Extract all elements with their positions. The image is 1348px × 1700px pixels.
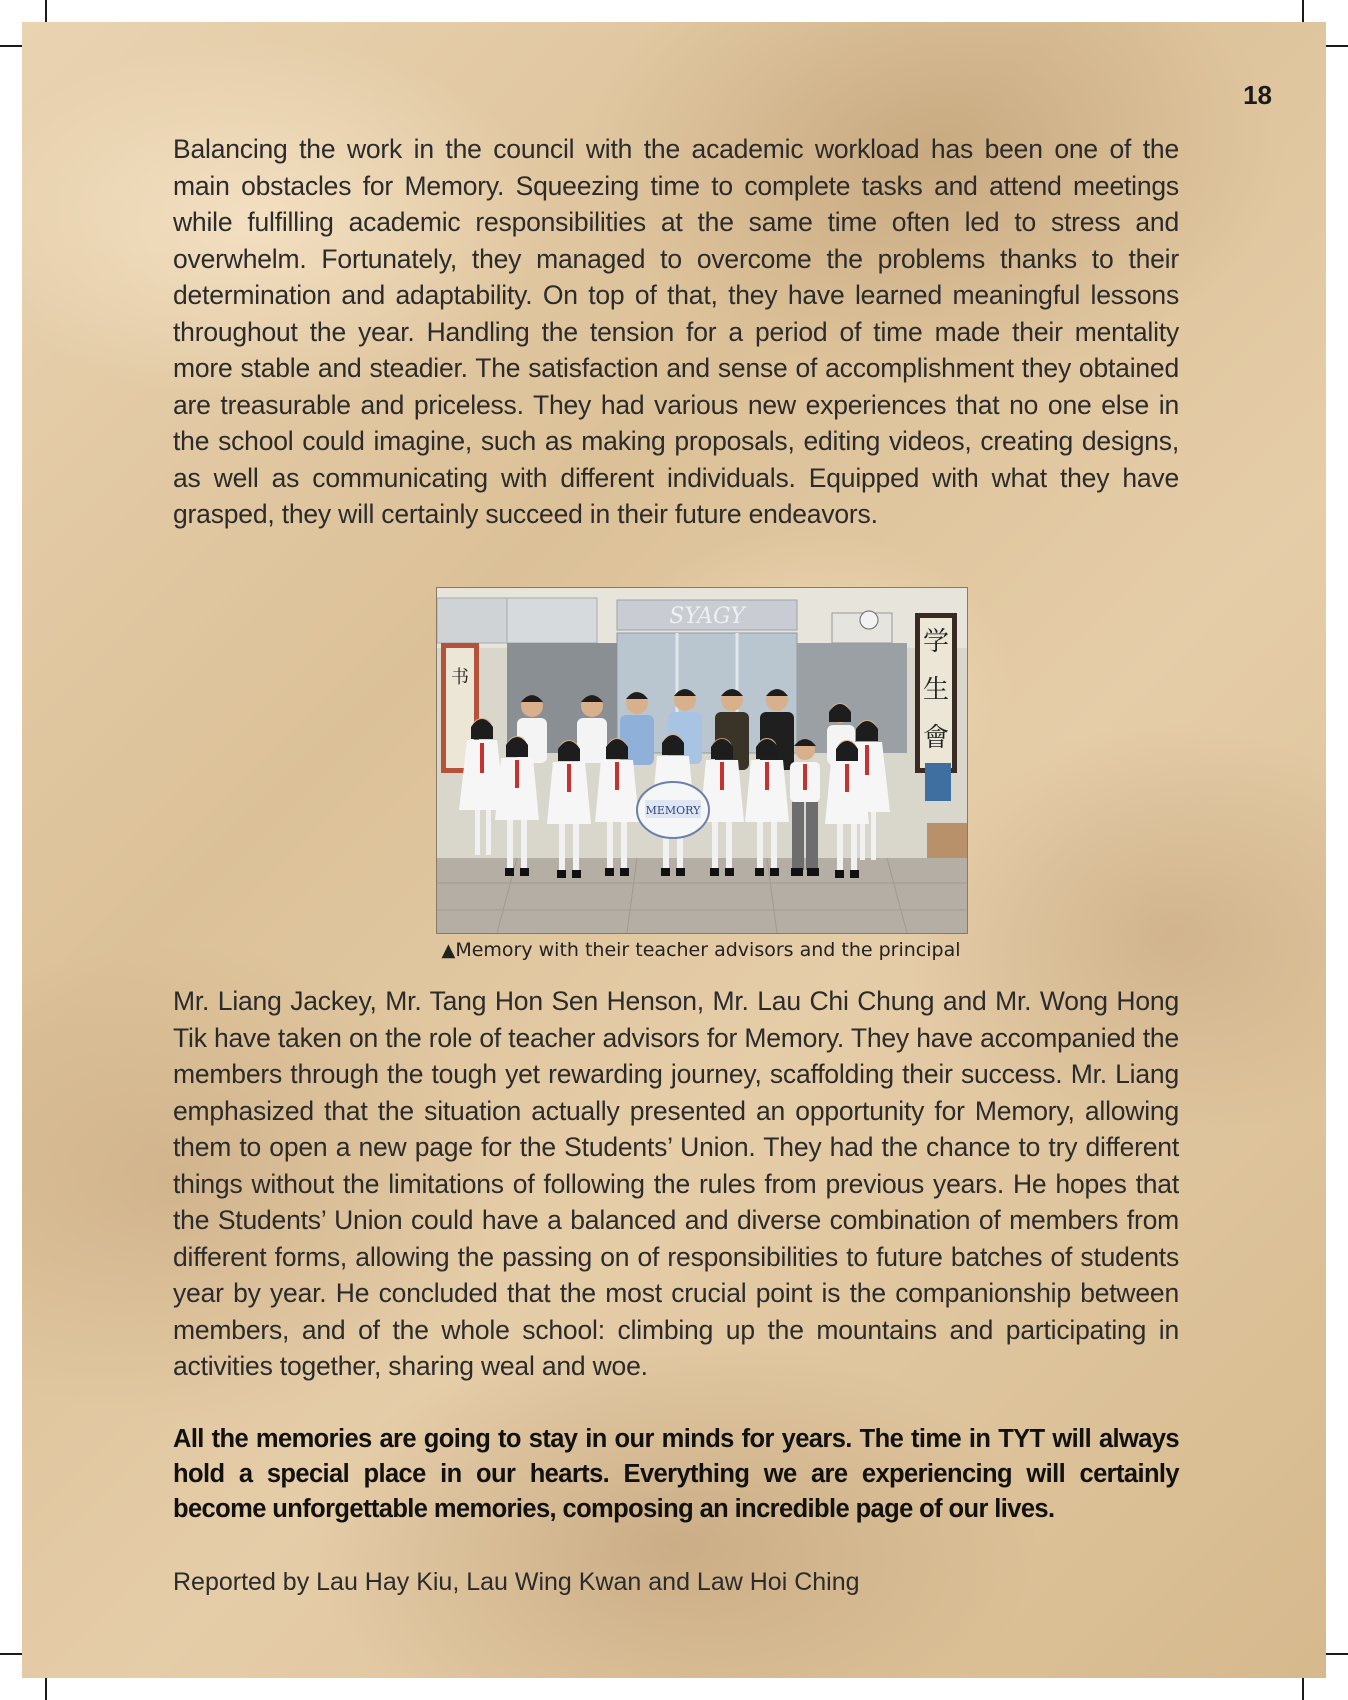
body-paragraph-challenges: Balancing the work in the council with the academic workload has been one of the main obstacles for Memory. Squeezing time to complete tasks and attend meetings while fulfilling academic responsibilities at the same time often led to stress and overwhelm. Fortunately, they managed to overcome the problems thanks to their determination and adaptability. On top of that, they have learned meaningful lessons throughout the year. Handling the tension for a period of time made their mentality more stable and steadier. The satisfaction and sense of accomplishment they obtained are treasurable and priceless. They had various new experiences that no one else in the school could imagine, such as making proposals, editing videos, creating designs, as well as communicating with different individuals. Equipped with what they have grasped, they will certainly succeed in their future endeavors. (173, 134, 1179, 529)
magazine-page (22, 22, 1326, 1678)
triangle-icon: ▲ (441, 940, 456, 961)
scroll-char: 学 (922, 627, 950, 657)
photo-caption (436, 939, 966, 961)
scroll-char: 會 (922, 723, 950, 753)
closing-paragraph: All the memories are going to stay in our minds for years. The time in TYT will always hold a special place in our hearts. Everything we are experiencing will certainly become unforgettable memories, composing an incredible page of our lives. (173, 1425, 1179, 1523)
caption-text: Memory with their teacher advisors and the principal (455, 939, 961, 961)
body-paragraph-advisors: Mr. Liang Jackey, Mr. Tang Hon Sen Henson, Mr. Lau Chi Chung and Mr. Wong Hong Tik have taken on the role of teacher advisors for Memory. They have accompanied the members through the tough yet rewarding journey, scaffolding their success. Mr. Liang emphasized that the situation actually presented an opportunity for Memory, allowing them to open a new page for the Students’ Union. They had the chance to try different things without the limitations of following the rules from previous years. He hopes that the Students’ Union could have a balanced and diverse combination of members from different forms, allowing the passing on of responsibilities to future batches of students year by year. He concluded that the most crucial point is the companionship between members, and of the whole school: climbing up the mountains and participating in activities together, sharing weal and woe. (173, 986, 1179, 1381)
banner-text: SYAGY (669, 604, 745, 629)
reporter-credit: Reported by Lau Hay Kiu, Lau Wing Kwan and Law Hoi Ching (173, 1568, 860, 1596)
group-photo (436, 587, 968, 934)
scroll-char: 生 (922, 675, 950, 705)
page-number: 18 (1243, 80, 1272, 110)
svg-text:书: 书 (451, 667, 469, 688)
sign-text: MEMORY (645, 804, 701, 817)
